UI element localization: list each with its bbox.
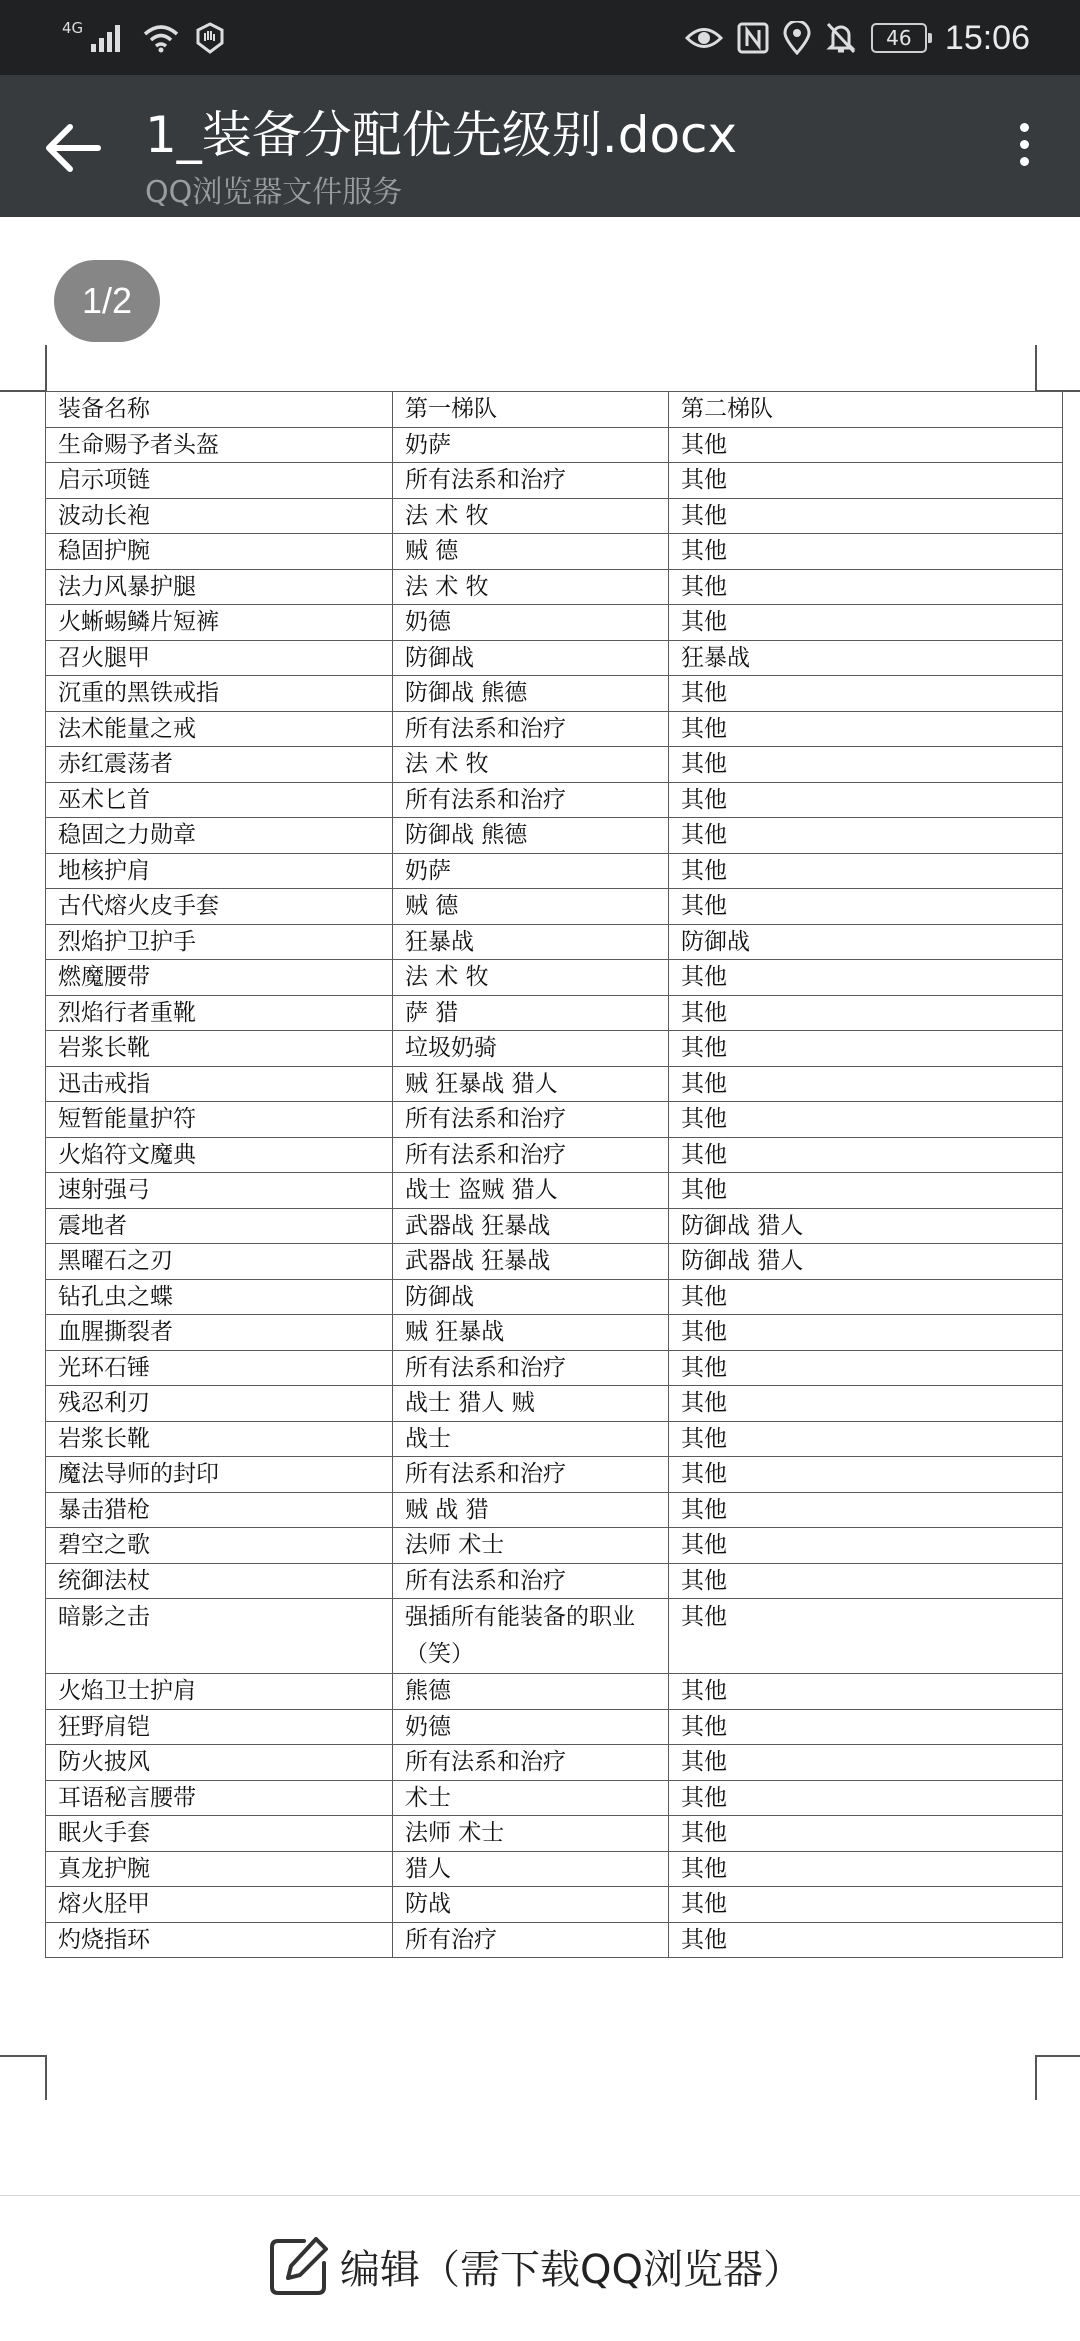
first-tier-cell: 战士 猎人 贼 — [393, 1386, 669, 1422]
crop-mark — [1035, 345, 1037, 391]
first-tier-cell: 战士 — [393, 1421, 669, 1457]
status-left — [62, 14, 227, 62]
first-tier-cell: 贼 狂暴战 猎人 — [393, 1066, 669, 1102]
first-tier-cell: 法师 术士 — [393, 1816, 669, 1852]
item-name-cell: 真龙护腕 — [46, 1851, 393, 1887]
first-tier-cell: 贼 战 猎 — [393, 1492, 669, 1528]
second-tier-cell: 其他 — [669, 1674, 1063, 1710]
table-row — [46, 1137, 1063, 1173]
table-row — [46, 569, 1063, 605]
item-name-cell: 稳固护腕 — [46, 534, 393, 570]
table-row — [46, 1457, 1063, 1493]
table-row — [46, 1674, 1063, 1710]
table-row — [46, 534, 1063, 570]
first-tier-cell: 战士 盗贼 猎人 — [393, 1173, 669, 1209]
first-tier-cell: 术士 — [393, 1780, 669, 1816]
crop-mark — [1036, 2055, 1080, 2057]
first-tier-cell: 所有法系和治疗 — [393, 1563, 669, 1599]
second-tier-cell: 其他 — [669, 853, 1063, 889]
table-row — [46, 782, 1063, 818]
column-header: 第一梯队 — [393, 392, 669, 428]
second-tier-cell: 其他 — [669, 1279, 1063, 1315]
item-name-cell: 法力风暴护腿 — [46, 569, 393, 605]
item-name-cell: 碧空之歌 — [46, 1528, 393, 1564]
second-tier-cell: 其他 — [669, 1386, 1063, 1422]
second-tier-cell: 其他 — [669, 889, 1063, 925]
nfc-icon — [737, 22, 769, 54]
table-row — [46, 1066, 1063, 1102]
item-name-cell: 燃魔腰带 — [46, 960, 393, 996]
location-icon — [783, 21, 811, 55]
item-name-cell: 古代熔火皮手套 — [46, 889, 393, 925]
table-row — [46, 498, 1063, 534]
table-row — [46, 1173, 1063, 1209]
second-tier-cell: 其他 — [669, 1599, 1063, 1674]
second-tier-cell: 其他 — [669, 463, 1063, 499]
item-name-cell: 统御法杖 — [46, 1563, 393, 1599]
item-name-cell: 火焰符文魔典 — [46, 1137, 393, 1173]
second-tier-cell: 其他 — [669, 498, 1063, 534]
crop-mark — [45, 2055, 47, 2100]
first-tier-cell: 所有治疗 — [393, 1922, 669, 1958]
second-tier-cell: 狂暴战 — [669, 640, 1063, 676]
item-name-cell: 迅击戒指 — [46, 1066, 393, 1102]
item-name-cell: 法术能量之戒 — [46, 711, 393, 747]
status-bar — [0, 0, 1080, 75]
table-row — [46, 711, 1063, 747]
table-row — [46, 676, 1063, 712]
first-tier-cell: 法师 术士 — [393, 1528, 669, 1564]
table-header-row — [46, 392, 1063, 428]
first-tier-cell: 防御战 — [393, 640, 669, 676]
item-name-cell: 烈焰护卫护手 — [46, 924, 393, 960]
first-tier-cell: 武器战 狂暴战 — [393, 1244, 669, 1280]
item-name-cell: 稳固之力勋章 — [46, 818, 393, 854]
item-name-cell: 残忍利刃 — [46, 1386, 393, 1422]
item-name-cell: 狂野肩铠 — [46, 1709, 393, 1745]
second-tier-cell: 其他 — [669, 1457, 1063, 1493]
first-tier-cell: 垃圾奶骑 — [393, 1031, 669, 1067]
item-name-cell: 赤红震荡者 — [46, 747, 393, 783]
item-name-cell: 速射强弓 — [46, 1173, 393, 1209]
first-tier-cell: 所有法系和治疗 — [393, 463, 669, 499]
first-tier-cell: 所有法系和治疗 — [393, 782, 669, 818]
first-tier-cell: 防御战 熊德 — [393, 818, 669, 854]
second-tier-cell: 其他 — [669, 1887, 1063, 1923]
more-dot-icon — [1020, 157, 1029, 166]
second-tier-cell: 其他 — [669, 1350, 1063, 1386]
table-row — [46, 747, 1063, 783]
table-row — [46, 1780, 1063, 1816]
table-row — [46, 889, 1063, 925]
table-row — [46, 1244, 1063, 1280]
column-header: 装备名称 — [46, 392, 393, 428]
second-tier-cell: 其他 — [669, 1066, 1063, 1102]
more-dot-icon — [1020, 123, 1029, 132]
table-row — [46, 995, 1063, 1031]
second-tier-cell: 其他 — [669, 1137, 1063, 1173]
first-tier-cell: 奶德 — [393, 1709, 669, 1745]
eye-icon — [685, 23, 723, 53]
first-tier-cell: 奶萨 — [393, 853, 669, 889]
first-tier-cell: 狂暴战 — [393, 924, 669, 960]
second-tier-cell: 其他 — [669, 1709, 1063, 1745]
table-row — [46, 1102, 1063, 1138]
crop-mark — [1035, 2055, 1037, 2100]
item-name-cell: 血腥撕裂者 — [46, 1315, 393, 1351]
table-row — [46, 853, 1063, 889]
item-name-cell: 岩浆长靴 — [46, 1031, 393, 1067]
first-tier-cell: 所有法系和治疗 — [393, 1102, 669, 1138]
document-title: 1_装备分配优先级别.docx — [145, 106, 738, 164]
first-tier-cell: 熊德 — [393, 1674, 669, 1710]
second-tier-cell: 其他 — [669, 1922, 1063, 1958]
second-tier-cell: 其他 — [669, 1421, 1063, 1457]
arrow-left-icon — [38, 115, 108, 181]
first-tier-cell: 所有法系和治疗 — [393, 1457, 669, 1493]
first-tier-cell: 强插所有能装备的职业（笑） — [393, 1599, 669, 1674]
crop-mark — [45, 345, 47, 391]
table-row — [46, 1599, 1063, 1674]
first-tier-cell: 所有法系和治疗 — [393, 1745, 669, 1781]
second-tier-cell: 其他 — [669, 782, 1063, 818]
signal-icon — [89, 22, 129, 54]
table-row — [46, 1208, 1063, 1244]
edit-label: 编辑（需下载QQ浏览器） — [340, 2246, 803, 2293]
table-row — [46, 1528, 1063, 1564]
item-name-cell: 召火腿甲 — [46, 640, 393, 676]
second-tier-cell: 其他 — [669, 1851, 1063, 1887]
item-name-cell: 暗影之击 — [46, 1599, 393, 1674]
second-tier-cell: 其他 — [669, 1528, 1063, 1564]
item-name-cell: 岩浆长靴 — [46, 1421, 393, 1457]
second-tier-cell: 防御战 猎人 — [669, 1208, 1063, 1244]
table-row — [46, 1745, 1063, 1781]
second-tier-cell: 其他 — [669, 960, 1063, 996]
table-row — [46, 1315, 1063, 1351]
table-row — [46, 1709, 1063, 1745]
network-type: 4G — [62, 19, 84, 37]
item-name-cell: 防火披风 — [46, 1745, 393, 1781]
item-name-cell: 光环石锤 — [46, 1350, 393, 1386]
second-tier-cell: 其他 — [669, 1563, 1063, 1599]
table-row — [46, 1887, 1063, 1923]
second-tier-cell: 其他 — [669, 427, 1063, 463]
equipment-table — [45, 391, 1063, 1958]
clock: 15:06 — [944, 18, 1030, 57]
item-name-cell: 巫术匕首 — [46, 782, 393, 818]
hand-icon — [193, 21, 227, 55]
table-row — [46, 1816, 1063, 1852]
status-right — [685, 14, 1030, 62]
first-tier-cell: 所有法系和治疗 — [393, 1137, 669, 1173]
table-row — [46, 818, 1063, 854]
item-name-cell: 眠火手套 — [46, 1816, 393, 1852]
item-name-cell: 烈焰行者重靴 — [46, 995, 393, 1031]
first-tier-cell: 萨 猎 — [393, 995, 669, 1031]
document-subtitle: QQ浏览器文件服务 — [145, 175, 403, 210]
second-tier-cell: 其他 — [669, 676, 1063, 712]
first-tier-cell: 法 术 牧 — [393, 747, 669, 783]
first-tier-cell: 奶萨 — [393, 427, 669, 463]
back-button[interactable] — [38, 115, 108, 181]
item-name-cell: 震地者 — [46, 1208, 393, 1244]
edit-button[interactable] — [268, 2231, 803, 2301]
table-row — [46, 960, 1063, 996]
first-tier-cell: 所有法系和治疗 — [393, 711, 669, 747]
bottom-bar — [0, 2195, 1080, 2341]
first-tier-cell: 防御战 — [393, 1279, 669, 1315]
second-tier-cell: 其他 — [669, 569, 1063, 605]
table-row — [46, 605, 1063, 641]
table-row — [46, 1563, 1063, 1599]
column-header: 第二梯队 — [669, 392, 1063, 428]
battery-icon — [871, 23, 927, 53]
wifi-icon — [141, 22, 181, 54]
second-tier-cell: 其他 — [669, 747, 1063, 783]
first-tier-cell: 奶德 — [393, 605, 669, 641]
second-tier-cell: 防御战 猎人 — [669, 1244, 1063, 1280]
item-name-cell: 熔火胫甲 — [46, 1887, 393, 1923]
item-name-cell: 波动长袍 — [46, 498, 393, 534]
first-tier-cell: 贼 德 — [393, 534, 669, 570]
first-tier-cell: 所有法系和治疗 — [393, 1350, 669, 1386]
item-name-cell: 钻孔虫之蝶 — [46, 1279, 393, 1315]
first-tier-cell: 法 术 牧 — [393, 498, 669, 534]
table-row — [46, 1350, 1063, 1386]
app-header — [0, 75, 1080, 217]
second-tier-cell: 其他 — [669, 1031, 1063, 1067]
second-tier-cell: 其他 — [669, 1173, 1063, 1209]
more-dot-icon — [1020, 140, 1029, 149]
second-tier-cell: 其他 — [669, 818, 1063, 854]
table-row — [46, 1851, 1063, 1887]
second-tier-cell: 其他 — [669, 1780, 1063, 1816]
more-menu-button[interactable] — [1004, 115, 1044, 181]
table-row — [46, 1279, 1063, 1315]
table-row — [46, 640, 1063, 676]
table-row — [46, 1031, 1063, 1067]
item-name-cell: 耳语秘言腰带 — [46, 1780, 393, 1816]
table-row — [46, 427, 1063, 463]
item-name-cell: 沉重的黑铁戒指 — [46, 676, 393, 712]
first-tier-cell: 武器战 狂暴战 — [393, 1208, 669, 1244]
second-tier-cell: 其他 — [669, 605, 1063, 641]
item-name-cell: 火焰卫士护肩 — [46, 1674, 393, 1710]
second-tier-cell: 其他 — [669, 1102, 1063, 1138]
item-name-cell: 灼烧指环 — [46, 1922, 393, 1958]
item-name-cell: 暴击猎枪 — [46, 1492, 393, 1528]
table-row — [46, 1421, 1063, 1457]
page-indicator: 1/2 — [54, 260, 160, 342]
first-tier-cell: 猎人 — [393, 1851, 669, 1887]
item-name-cell: 黑曜石之刃 — [46, 1244, 393, 1280]
table-row — [46, 1492, 1063, 1528]
crop-mark — [0, 2055, 45, 2057]
second-tier-cell: 其他 — [669, 1492, 1063, 1528]
first-tier-cell: 法 术 牧 — [393, 569, 669, 605]
item-name-cell: 短暂能量护符 — [46, 1102, 393, 1138]
second-tier-cell: 其他 — [669, 1315, 1063, 1351]
table-row — [46, 1386, 1063, 1422]
second-tier-cell: 其他 — [669, 1816, 1063, 1852]
first-tier-cell: 贼 德 — [393, 889, 669, 925]
item-name-cell: 魔法导师的封印 — [46, 1457, 393, 1493]
item-name-cell: 生命赐予者头盔 — [46, 427, 393, 463]
item-name-cell: 火蜥蜴鳞片短裤 — [46, 605, 393, 641]
item-name-cell: 启示项链 — [46, 463, 393, 499]
first-tier-cell: 贼 狂暴战 — [393, 1315, 669, 1351]
item-name-cell: 地核护肩 — [46, 853, 393, 889]
edit-icon — [268, 2235, 330, 2297]
table-row — [46, 463, 1063, 499]
second-tier-cell: 其他 — [669, 534, 1063, 570]
second-tier-cell: 其他 — [669, 711, 1063, 747]
crop-mark — [0, 390, 45, 392]
second-tier-cell: 其他 — [669, 1745, 1063, 1781]
second-tier-cell: 防御战 — [669, 924, 1063, 960]
second-tier-cell: 其他 — [669, 995, 1063, 1031]
first-tier-cell: 防战 — [393, 1887, 669, 1923]
battery-level: 46 — [886, 26, 912, 50]
table-row — [46, 1922, 1063, 1958]
bell-off-icon — [825, 21, 857, 55]
first-tier-cell: 防御战 熊德 — [393, 676, 669, 712]
first-tier-cell: 法 术 牧 — [393, 960, 669, 996]
table-row — [46, 924, 1063, 960]
